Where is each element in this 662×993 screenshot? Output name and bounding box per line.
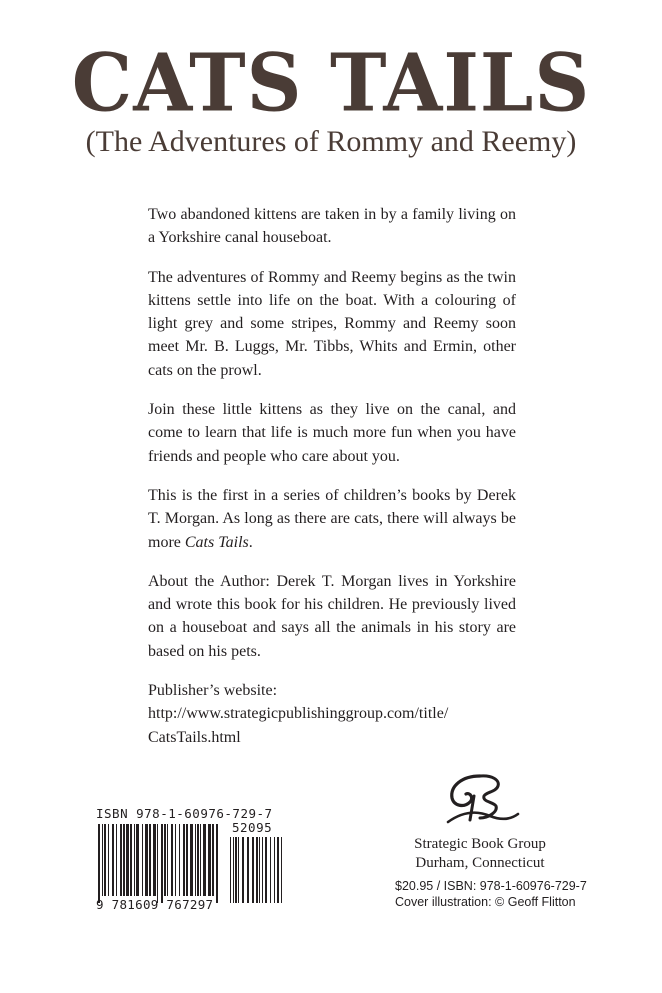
barcode-bar xyxy=(186,824,188,896)
cover-credit: Cover illustration: © Geoff Flitton xyxy=(395,895,576,909)
barcode-addon-bar xyxy=(274,837,275,903)
blurb-paragraph-2: The adventures of Rommy and Reemy begins as the twin kittens settle into life on the boat. With a colouring of light grey and some stripes, Rommy and Reemy soon meet Mr. B. Luggs, Mr. Tibbs, Whits and Ermin, other cats on the prowl. xyxy=(148,268,516,379)
barcode-bar xyxy=(171,824,173,896)
price-isbn: $20.95 / ISBN: 978-1-60976-729-7 xyxy=(395,879,587,893)
blurb-paragraph-1: Two abandoned kittens are taken in by a family living on a Yorkshire canal houseboat. xyxy=(148,206,516,247)
barcode-bar xyxy=(175,824,176,896)
about-author: About the Author: Derek T. Morgan lives in Yorkshire and wrote this book for his children. He previously lived on a houseboat and says all the animals in his story are based on his pets. xyxy=(148,572,516,660)
blurb-paragraph-4 xyxy=(148,484,516,554)
barcode-bar xyxy=(102,824,103,896)
barcode-bar xyxy=(190,824,193,896)
barcode-bar xyxy=(145,824,148,896)
barcode-addon-bar xyxy=(262,837,263,903)
barcode-addon-bar xyxy=(277,837,279,903)
barcode-bar xyxy=(112,824,114,896)
website-label: Publisher’s website: xyxy=(148,682,278,700)
barcode-bar xyxy=(212,824,214,896)
series-end: . xyxy=(248,533,253,551)
barcode-addon-bar xyxy=(247,837,249,903)
barcode-addon-bar xyxy=(281,837,282,903)
price-code: 52095 xyxy=(232,820,273,835)
series-title: Cats Tails xyxy=(184,533,249,551)
publisher-logo-icon xyxy=(440,772,522,834)
barcode-bar xyxy=(157,824,158,903)
barcode-bar xyxy=(164,824,166,896)
barcode-bar xyxy=(167,824,168,896)
website-url-part-1[interactable]: http://www.strategicpublishinggroup.com/title/ xyxy=(148,705,449,723)
barcode-bar xyxy=(134,824,135,896)
barcode-bar xyxy=(123,824,125,896)
barcode-addon-bar xyxy=(265,837,267,903)
barcode-addon-bar xyxy=(270,837,271,903)
barcode-bar xyxy=(149,824,151,896)
barcode-bar xyxy=(195,824,196,896)
barcode-bar xyxy=(161,824,163,903)
blurb-paragraph-3: Join these little kittens as they live on the canal, and come to learn that life is much more fun when you have friends and people who care about you. xyxy=(148,401,516,465)
barcode-bar xyxy=(203,824,206,896)
barcode-bar xyxy=(200,824,201,896)
barcode-bar xyxy=(104,824,106,896)
barcode-addon-bar xyxy=(230,837,231,903)
barcode-bar xyxy=(126,824,129,896)
barcode-addon-bar xyxy=(242,837,244,903)
barcode-bar xyxy=(179,824,180,896)
barcode-bar xyxy=(142,824,143,896)
barcode-addon-bar xyxy=(256,837,258,903)
barcode-addon-bar xyxy=(238,837,239,903)
publisher-name: Strategic Book Group xyxy=(414,836,546,852)
barcode-bar xyxy=(197,824,199,896)
barcode-bar xyxy=(183,824,185,896)
publisher-city: Durham, Connecticut xyxy=(415,855,545,871)
barcode-bar xyxy=(120,824,122,896)
barcode-addon-bar xyxy=(233,837,234,903)
barcode-bar xyxy=(116,824,117,896)
barcode-addon-bar xyxy=(235,837,237,903)
barcode-bar xyxy=(136,824,139,896)
barcode-bar xyxy=(153,824,156,896)
series-text: This is the first in a series of children’s books by Derek T. Morgan. As long as there are cats, there will always be more xyxy=(148,486,516,551)
book-title: CATS TAILS xyxy=(71,35,591,130)
barcode-bar xyxy=(130,824,132,896)
barcode-addon-bar xyxy=(252,837,254,903)
back-cover-blurb xyxy=(148,203,516,749)
barcode-bar xyxy=(208,824,211,896)
website-url-part-2[interactable]: CatsTails.html xyxy=(148,728,241,746)
barcode-bar xyxy=(98,824,100,903)
isbn-label: ISBN 978-1-60976-729-7 xyxy=(96,806,273,821)
barcode-bar xyxy=(108,824,109,896)
barcode-bar xyxy=(216,824,218,903)
publisher-website xyxy=(148,679,516,749)
barcode-addon-bar xyxy=(259,837,260,903)
book-subtitle: (The Adventures of Rommy and Reemy) xyxy=(85,125,577,158)
barcode-number: 9 781609 767297 xyxy=(96,897,214,912)
